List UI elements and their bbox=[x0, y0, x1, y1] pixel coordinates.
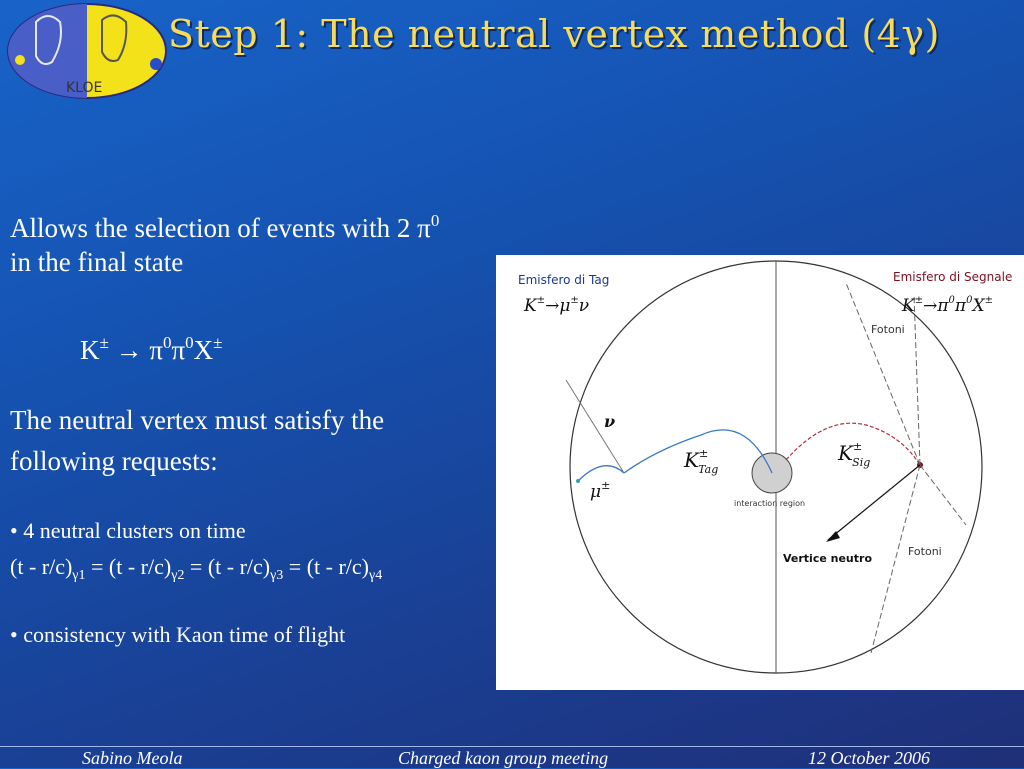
event-diagram bbox=[496, 255, 1024, 690]
fotoni-top-label: Fotoni bbox=[871, 323, 905, 336]
k-tag-label: K± Tag bbox=[684, 447, 719, 476]
event-diagram-svg bbox=[496, 255, 1024, 690]
kloe-logo bbox=[6, 2, 168, 100]
signal-decay-label: $K^\pm\to\pi^0\pi^0X^\pm$ bbox=[902, 295, 993, 316]
footer-divider bbox=[0, 746, 1024, 747]
fotoni-bottom-label: Fotoni bbox=[908, 545, 942, 558]
footer-date: 12 October 2006 bbox=[808, 748, 930, 768]
signal-hemisphere-label: Emisfero di Segnale bbox=[893, 270, 1013, 284]
k-sig-label: K± Sig bbox=[838, 440, 871, 469]
nu-label: ν bbox=[604, 412, 616, 431]
intro-line-2: in the final state bbox=[10, 247, 184, 277]
slide-title: Step 1: The neutral vertex method (4γ) bbox=[168, 12, 940, 56]
requirement-line-2: following requests: bbox=[10, 446, 218, 476]
timing-equation: $(t - r/c)_{\gamma 1} = (t - r/c)_{\gamma 2} = (t - r/c)_{\gamma 3} = (t - r/c)_{\gamma 4}$ bbox=[10, 554, 383, 583]
intro-line-1: Allows the selection of events with 2 $\pi^0$ bbox=[10, 211, 440, 243]
interaction-region-label: interaction region bbox=[734, 499, 806, 508]
vertice-neutro-label: Vertice neutro bbox=[783, 552, 872, 565]
logo-text: KLOE bbox=[66, 80, 103, 96]
requirement-line-1: The neutral vertex must satisfy the bbox=[10, 405, 385, 435]
bullet-neutral-clusters: • 4 neutral clusters on time bbox=[10, 518, 246, 543]
decay-formula: $K^\pm \to \pi^0\pi^0X^\pm$ bbox=[80, 333, 223, 365]
mu-label: μ± bbox=[590, 479, 611, 502]
tag-decay-label: K±→μ±ν bbox=[524, 295, 590, 316]
bullet-time-of-flight: • consistency with Kaon time of flight bbox=[10, 622, 346, 647]
footer-event: Charged kaon group meeting bbox=[398, 748, 609, 768]
vertice-arrow bbox=[828, 465, 920, 540]
tag-hemisphere-label: Emisfero di Tag bbox=[518, 273, 610, 287]
footer-author: Sabino Meola bbox=[82, 748, 183, 768]
nu-track bbox=[566, 380, 624, 473]
